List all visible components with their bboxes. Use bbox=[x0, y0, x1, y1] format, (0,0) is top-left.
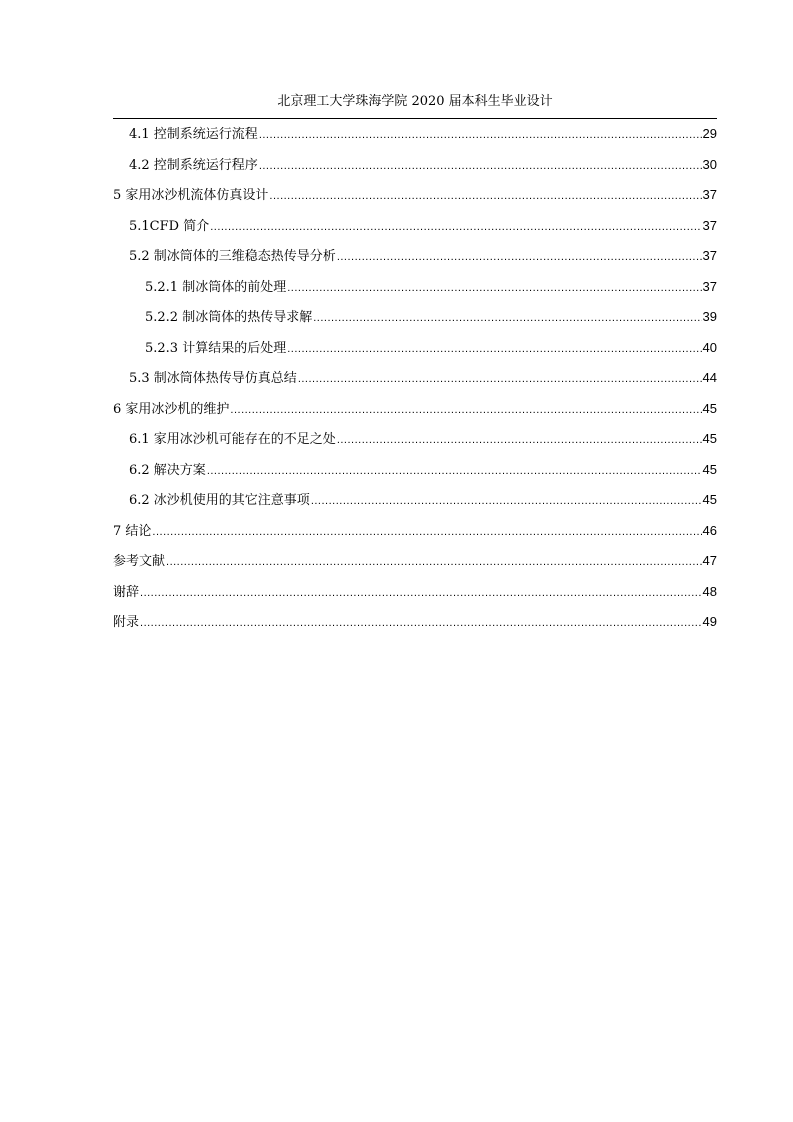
toc-entry-title: 谢辞 bbox=[113, 584, 140, 600]
toc-entry[interactable] bbox=[113, 274, 717, 305]
toc-entry[interactable] bbox=[113, 243, 717, 274]
toc-leader-dots bbox=[337, 246, 702, 268]
toc-entry-page: 29 bbox=[702, 126, 717, 141]
toc-leader-dots bbox=[287, 338, 701, 360]
toc-entry-title: 5.2.1 制冰筒体的前处理 bbox=[145, 279, 287, 295]
toc-entry-title: 参考文献 bbox=[113, 554, 166, 569]
toc-leader-dots bbox=[140, 612, 702, 634]
toc-leader-dots bbox=[259, 155, 702, 177]
page-header bbox=[113, 92, 717, 119]
toc-entry-title: 5 家用冰沙机流体仿真设计 bbox=[113, 188, 269, 203]
toc-entry-title: 6.2 冰沙机使用的其它注意事项 bbox=[129, 493, 310, 508]
toc-entry-title: 4.2 控制系统运行程序 bbox=[129, 157, 258, 173]
toc-entry[interactable] bbox=[113, 487, 717, 518]
toc-leader-dots bbox=[166, 551, 702, 573]
toc-entry[interactable] bbox=[113, 548, 717, 579]
toc-entry-page: 46 bbox=[702, 522, 717, 538]
toc-leader-dots bbox=[207, 460, 702, 482]
toc-entry-title: 附录 bbox=[113, 615, 140, 630]
toc-entry-page: 39 bbox=[702, 309, 717, 324]
toc-entry[interactable] bbox=[113, 518, 717, 549]
toc-leader-dots bbox=[259, 124, 702, 146]
toc-leader-dots bbox=[140, 582, 702, 604]
toc-entry-title: 6.2 解决方案 bbox=[129, 462, 206, 478]
toc-entry[interactable] bbox=[113, 335, 717, 366]
toc-entry-title: 5.2.2 制冰筒体的热传导求解 bbox=[145, 310, 313, 325]
toc-entry-page: 37 bbox=[702, 187, 717, 202]
toc-entry-title: 6.1 家用冰沙机可能存在的不足之处 bbox=[129, 432, 336, 447]
toc-entry-page: 45 bbox=[702, 492, 717, 507]
toc-entry[interactable] bbox=[113, 396, 717, 427]
toc-entry-page: 37 bbox=[702, 217, 717, 233]
toc-entry-page: 48 bbox=[702, 583, 717, 599]
toc-entry-page: 44 bbox=[702, 370, 717, 385]
toc-entry-title: 4.1 控制系统运行流程 bbox=[129, 127, 258, 142]
toc-leader-dots bbox=[298, 368, 702, 390]
toc-entry-title: 5.3 制冰筒体热传导仿真总结 bbox=[129, 371, 297, 386]
toc-leader-dots bbox=[287, 277, 701, 299]
toc-entry-page: 37 bbox=[702, 248, 717, 263]
toc-entry[interactable] bbox=[113, 213, 717, 244]
toc-entry-title: 5.2 制冰筒体的三维稳态热传导分析 bbox=[129, 249, 336, 264]
toc-leader-dots bbox=[269, 185, 701, 207]
toc-entry[interactable] bbox=[113, 457, 717, 488]
toc-entry-title: 7 结论 bbox=[113, 523, 152, 539]
toc-entry[interactable] bbox=[113, 152, 717, 183]
toc-entry-page: 40 bbox=[702, 339, 717, 355]
toc-entry-page: 30 bbox=[702, 156, 717, 172]
toc-entry-title: 5.2.3 计算结果的后处理 bbox=[145, 340, 287, 356]
toc-entry-title: 5.1CFD 简介 bbox=[129, 218, 210, 234]
toc-entry-page: 45 bbox=[702, 431, 717, 446]
page-header-title: 北京理工大学珠海学院 2020 届本科生毕业设计 bbox=[277, 94, 553, 109]
table-of-contents bbox=[113, 121, 717, 640]
toc-leader-dots bbox=[152, 521, 701, 543]
toc-leader-dots bbox=[230, 399, 701, 421]
toc-entry[interactable] bbox=[113, 426, 717, 457]
toc-entry[interactable] bbox=[113, 365, 717, 396]
toc-entry-page: 45 bbox=[702, 400, 717, 416]
toc-entry-title: 6 家用冰沙机的维护 bbox=[113, 401, 230, 417]
toc-leader-dots bbox=[311, 490, 702, 512]
toc-entry-page: 47 bbox=[702, 553, 717, 568]
toc-leader-dots bbox=[337, 429, 702, 451]
toc-entry[interactable] bbox=[113, 182, 717, 213]
toc-leader-dots bbox=[313, 307, 701, 329]
toc-entry-page: 49 bbox=[702, 614, 717, 629]
toc-leader-dots bbox=[210, 216, 701, 238]
toc-entry[interactable] bbox=[113, 304, 717, 335]
toc-entry[interactable] bbox=[113, 609, 717, 640]
toc-entry-page: 45 bbox=[702, 461, 717, 477]
toc-entry-page: 37 bbox=[702, 278, 717, 294]
toc-entry[interactable] bbox=[113, 579, 717, 610]
toc-entry[interactable] bbox=[113, 121, 717, 152]
